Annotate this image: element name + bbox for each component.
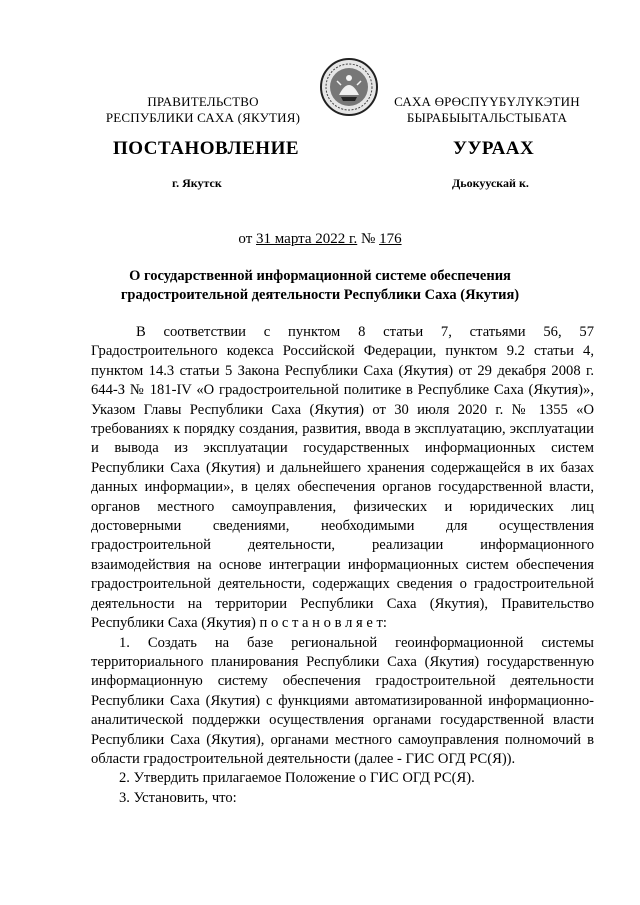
header-right-line1: САХА ӨРӨСПҮҮБҮЛҮКЭТИН <box>394 94 580 109</box>
header-left <box>88 94 318 126</box>
city-sakha: Дьокуускай к. <box>452 176 529 190</box>
number-sign: № <box>357 231 380 247</box>
subject-line2: градостроительной деятельности Республики Саха (Якутия) <box>120 287 520 303</box>
document-subject <box>80 267 560 305</box>
header-right <box>372 94 602 126</box>
item-3-paragraph: 3. Установить, что: <box>119 789 237 806</box>
document-number: 176 <box>379 231 402 247</box>
date-prefix: от <box>238 231 257 247</box>
document-title-sakha: УУРААХ <box>453 138 535 159</box>
coat-of-arms-emblem-icon <box>319 57 379 117</box>
preamble-paragraph: В соответствии с пунктом 8 статьи 7, статьями 56, 57 Градостроительного кодекса Российской Федерации, пунктом 9.2 статьи 4, пунктом 14.3 статьи 5 Закона Республики Саха (Якутия) от 29 декабря 2008 г. 644-З № 181-IV «О градостроительной политике в Республике Саха (Якутия)», Указом Главы Республики Саха (Якутия) от 30 июля 2020 г. № 1355 «О требованиях к порядку создания, развития, ввода в эксплуатацию, эксплуатации и вывода из эксплуатации государственных информационных систем Республики Саха (Якутия) и дальнейшего хранения содержащейся в их базах данных информации», в целях обеспечения органов государственной власти, органов местного самоуправления, физических и юридических лиц достоверными сведениями, необходимыми для осуществления градостроительной деятельности, реализации информационного взаимодействия на основе интеграции информационных систем обеспечения градостроительной деятельности, содержащих сведения о градостроительной деятельности на территории Республики Саха (Якутия), Правительство Республики Саха (Якутия) п о с т а н о в л я е т: <box>91 324 594 632</box>
subject-line1: О государственной информационной системе обеспечения <box>129 268 511 284</box>
header-right-line2: БЫРАБЫЫТАЛЬСТЫБАТА <box>406 110 568 125</box>
item-2-paragraph: 2. Утвердить прилагаемое Положение о ГИС ОГД РС(Я). <box>119 770 475 787</box>
document-title-ru: ПОСТАНОВЛЕНИЕ <box>113 138 300 159</box>
header-left-line2: РЕСПУБЛИКИ САХА (ЯКУТИЯ) <box>105 110 301 125</box>
document-date: 31 марта 2022 г. <box>256 231 358 247</box>
header-left-line1: ПРАВИТЕЛЬСТВО <box>147 94 259 109</box>
document-body <box>91 323 594 808</box>
city-ru: г. Якутск <box>172 176 222 190</box>
item-1-paragraph: 1. Создать на базе региональной геоинформационной системы территориального планирования Республики Саха (Якутия) государственную информационную систему обеспечения градостроительной деятельности Республики Саха (Якутия) с функциями автоматизированной информационно-аналитической поддержки осуществления органами государственной власти Республики Саха (Якутия), органами местного самоуправления полномочий в области градостроительной деятельности (далее - ГИС ОГД РС(Я)). <box>91 634 594 767</box>
date-line <box>0 231 640 248</box>
